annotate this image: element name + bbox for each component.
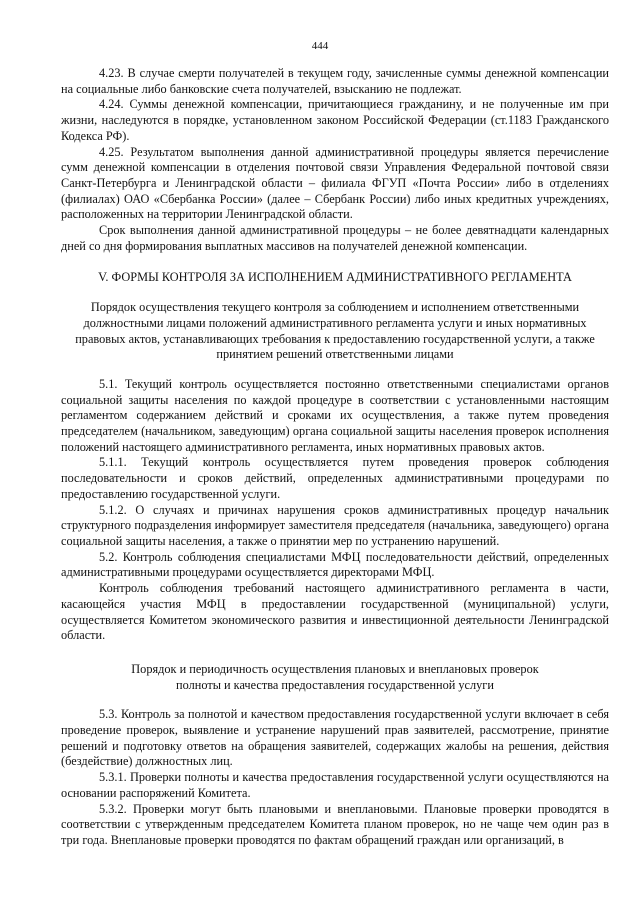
paragraph-5-2: 5.2. Контроль соблюдения специалистами МФЦ последовательности действий, определенных административными процедурами осуществляется директорами МФЦ. xyxy=(61,549,609,580)
document-body xyxy=(61,66,609,849)
paragraph-5-3-2: 5.3.2. Проверки могут быть плановыми и внеплановыми. Плановые проверки проводятся в соответствии с утвержденным председателем Комитета планом проверок, но не чаще чем один раз в три года. Внеплановые проверки проводятся по фактам обращений граждан или организаций, в xyxy=(61,801,609,847)
subheading-inspections-line1: Порядок и периодичность осуществления плановых и внеплановых проверок xyxy=(131,661,539,676)
paragraph-5-1-2: 5.1.2. О случаях и причинах нарушения сроков административных процедур начальник структурного подразделения информирует заместителя председателя (начальника, заведующего) органа социальной защиты населения, а также о принятии мер по устранению нарушений. xyxy=(61,502,609,548)
paragraph-5-1: 5.1. Текущий контроль осуществляется постоянно ответственными специалистами органов социальной защиты населения по каждой процедуре в соответствии с установленными настоящим регламентом содержанием действий и сроками их осуществления, а также путем проведения председателем (начальником, заведующим) органа социальной защиты населения проверок исполнения положений настоящего административного регламента, иных нормативных правовых актов. xyxy=(61,376,609,454)
paragraph-4-24: 4.24. Суммы денежной компенсации, причитающиеся гражданину, и не полученные им при жизни, наследуются в порядке, установленном законом Российской Федерации (ст.1183 Гражданского Кодекса РФ). xyxy=(61,97,609,143)
subheading-current-control: Порядок осуществления текущего контроля за соблюдением и исполнением ответственными должностными лицами положений административного регламента услуги и иных нормативных правовых актов, устанавливающих требования к предоставлению государственной услуги, а также принятием решений ответственными лицами xyxy=(75,300,595,362)
paragraph-5-3: 5.3. Контроль за полнотой и качеством предоставления государственной услуги включает в себя проведение проверок, выявление и устранение нарушений прав заявителей, рассмотрение, принятие решений и подготовку ответов на обращения заявителей, содержащих жалобы на решения, действия (бездействие) должностных лиц. xyxy=(61,707,609,769)
paragraph-5-3-1: 5.3.1. Проверки полноты и качества предоставления государственной услуги осуществляются на основании распоряжений Комитета. xyxy=(61,770,609,800)
page-number: 444 xyxy=(311,40,329,52)
subheading-inspections-line2: полноты и качества предоставления государственной услуги xyxy=(176,677,494,692)
section-title: V. ФОРМЫ КОНТРОЛЯ ЗА ИСПОЛНЕНИЕМ АДМИНИСТРАТИВНОГО РЕГЛАМЕНТА xyxy=(98,270,572,285)
paragraph-deadline: Срок выполнения данной административной процедуры – не более девятнадцати календарных дней со дня формирования выплатных массивов на получателей денежной компенсации. xyxy=(61,223,609,253)
paragraph-mfc-control: Контроль соблюдения требований настоящего административного регламента в части, касающейся участия МФЦ в предоставлении государственной (муниципальной) услуги, осуществляется Комитетом экономического развития и инвестиционной деятельности Ленинградской области. xyxy=(61,581,609,643)
paragraph-5-1-1: 5.1.1. Текущий контроль осуществляется путем проведения проверок соблюдения последовательности и сроков действий, определенных административными процедурами по предоставлению государственной услуги. xyxy=(61,455,609,501)
paragraph-4-25: 4.25. Результатом выполнения данной административной процедуры является перечисление сумм денежной компенсации в отделения почтовой связи Управления Федеральной почтовой связи Санкт-Петербурга и Ленинградской области – филиала ФГУП «Почта России» либо в отделениях (филиалах) ОАО «Сбербанка России» (далее – Сбербанк России) либо иных кредитных учреждениях, расположенных на территории Ленинградской области. xyxy=(61,144,609,222)
subheading-inspections xyxy=(61,662,609,693)
paragraph-4-23: 4.23. В случае смерти получателей в текущем году, зачисленные суммы денежной компенсации на социальные либо банковские счета получателей, взысканию не подлежат. xyxy=(61,66,609,96)
